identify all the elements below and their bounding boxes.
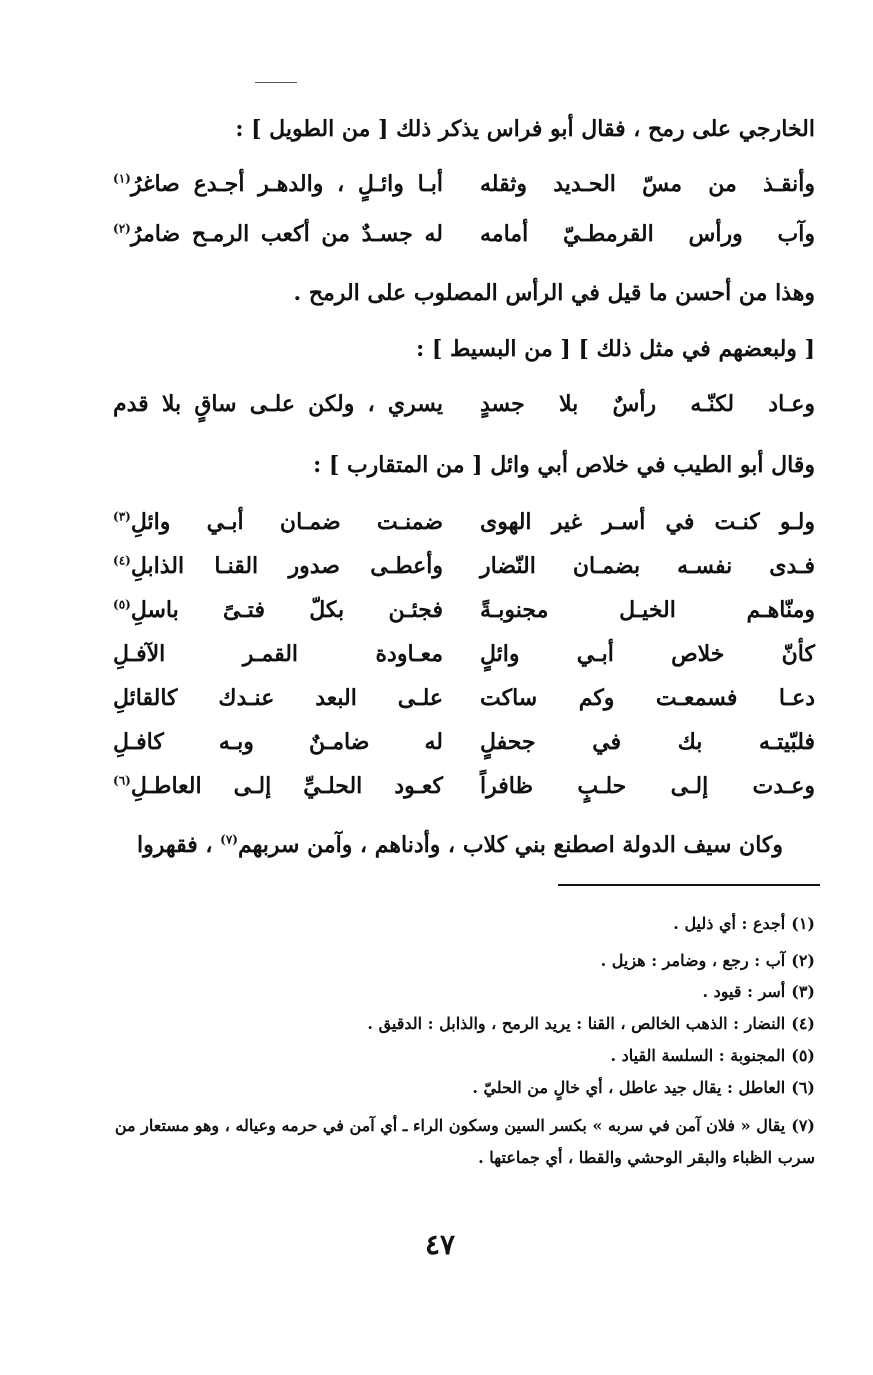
footnote-text: العاطل : يقال جيد عاطل ، أي خالٍ من الحليّ . [472, 1078, 786, 1097]
footnote-text: يقال « فلان آمن في سربه » بكسر السين وسكون الراء ـ أي آمن في حرمه وعياله ، وهو مستعار من سرب الظباء والبقر الوحشي والقطا ، أي جماعتها . [114, 1116, 815, 1167]
footnote-text: آب : رجع ، وضامر : هزيل . [600, 951, 786, 970]
footnote-reference: (٧) [220, 832, 238, 847]
footnote-item [105, 1110, 815, 1174]
footnote-text: المجنوبة : السلسة القياد . [610, 1046, 786, 1065]
verse-line [115, 218, 815, 250]
footnote-number: (٤) [791, 1014, 815, 1033]
verse-line [115, 770, 815, 802]
verse-second-hemistich: علـى البعد عنـدك كالقائلِ [113, 685, 443, 711]
footnote-reference: (٣) [113, 509, 131, 524]
footnote-number: (١) [791, 914, 815, 933]
footnote-separator [558, 884, 820, 886]
verse-first-hemistich: فـدى نفسـه بضمـان النّضار [480, 553, 815, 579]
page-number: ٤٧ [424, 1228, 456, 1261]
footnote-number: (٦) [791, 1078, 815, 1097]
verse-line [115, 506, 815, 538]
footnote-reference: (٦) [113, 773, 131, 788]
verse-second-hemistich: معـاودة القمـر الآفـلِ [113, 641, 443, 667]
footnote-text: أسر : قيود . [702, 982, 786, 1001]
verse-second-hemistich: وأعطـى صدور القنـا الذابلِ$^{(٤)}$ [113, 553, 443, 579]
footnote-reference: (٥) [113, 597, 131, 612]
verse-first-hemistich: وعـدت إلـى حلـبٍ ظافراً [480, 773, 815, 799]
footnote-reference: (٢) [113, 221, 131, 236]
verse-first-hemistich: ولـو كنـت في أسـر غير الهوى [480, 509, 815, 535]
verse-line [115, 550, 815, 582]
footnote-item [105, 1076, 815, 1100]
header-rule [255, 82, 297, 83]
verse-first-hemistich: وأنقـذ من مسّ الحـديد وثقله [480, 171, 815, 197]
footnote-item [105, 1044, 815, 1068]
prose-line-intro: الخارجي على رمح ، فقال أبو فراس يذكر ذلك [ من الطويل ] : [235, 116, 815, 142]
footnote-item [105, 949, 815, 973]
verse-line [115, 682, 815, 714]
footnote-item [105, 980, 815, 1004]
footnote-reference: (٤) [113, 553, 131, 568]
verse-second-hemistich: له جسـدٌ من أكعب الرمـح ضامرُ$^{(٢)}$ [113, 221, 443, 247]
footnote-item [105, 912, 815, 936]
verse-line [115, 388, 815, 420]
verse-second-hemistich: يسري ، ولكن علـى ساقٍ بلا قدم [113, 391, 443, 417]
prose-line-attribution: [ ولبعضهم في مثل ذلك ] [ من البسيط ] : [416, 336, 815, 362]
verse-line [115, 594, 815, 626]
prose-line-continuation: وكان سيف الدولة اصطنع بني كلاب ، وأدناهم ، وآمن سربهم$^{(٧)}$ ، فقهروا [137, 832, 783, 858]
verse-line [115, 638, 815, 670]
footnote-number: (٣) [791, 982, 815, 1001]
footnote-text: أجدع : أي ذليل . [673, 914, 786, 933]
prose-line-comment: وهذا من أحسن ما قيل في الرأس المصلوب على الرمح . [293, 280, 815, 306]
footnote-reference: (١) [113, 171, 131, 186]
footnote-number: (٥) [791, 1046, 815, 1065]
verse-first-hemistich: دعـا فسمعـت وكم ساكت [480, 685, 815, 711]
verse-second-hemistich: له ضامـنٌ وبـه كافـلِ [113, 729, 443, 755]
verse-second-hemistich: ضمنـت ضمـان أبـي وائلِ$^{(٣)}$ [113, 509, 443, 535]
verse-line [115, 168, 815, 200]
verse-line [115, 726, 815, 758]
verse-first-hemistich: فلبّيتـه بك في جحفلٍ [480, 729, 815, 755]
footnote-number: (٢) [791, 951, 815, 970]
verse-second-hemistich: فجئـن بكلّ فتـىً باسلِ$^{(٥)}$ [113, 597, 443, 623]
prose-line-attribution: وقال أبو الطيب في خلاص أبي وائل [ من المتقارب ] : [313, 452, 815, 478]
verse-first-hemistich: وعـاد لكنّـه رأسٌ بلا جسدٍ [480, 391, 815, 417]
verse-first-hemistich: كأنّ خلاص أبـي وائلٍ [480, 641, 815, 667]
verse-first-hemistich: ومنّاهـم الخيـل مجنوبـةً [480, 597, 815, 623]
footnote-text: النضار : الذهب الخالص ، القنا : يريد الرمح ، والذابل : الدقيق . [367, 1014, 786, 1033]
footnote-item [105, 1012, 815, 1036]
footnote-number: (٧) [791, 1116, 815, 1135]
verse-second-hemistich: كعـود الحلـيِّ إلـى العاطـلِ$^{(٦)}$ [113, 773, 443, 799]
verse-first-hemistich: وآب ورأس القرمطـيّ أمامه [480, 221, 815, 247]
verse-second-hemistich: أبـا وائـلٍ ، والدهـر أجـدع صاغرُ$^{(١)}$ [113, 171, 443, 197]
